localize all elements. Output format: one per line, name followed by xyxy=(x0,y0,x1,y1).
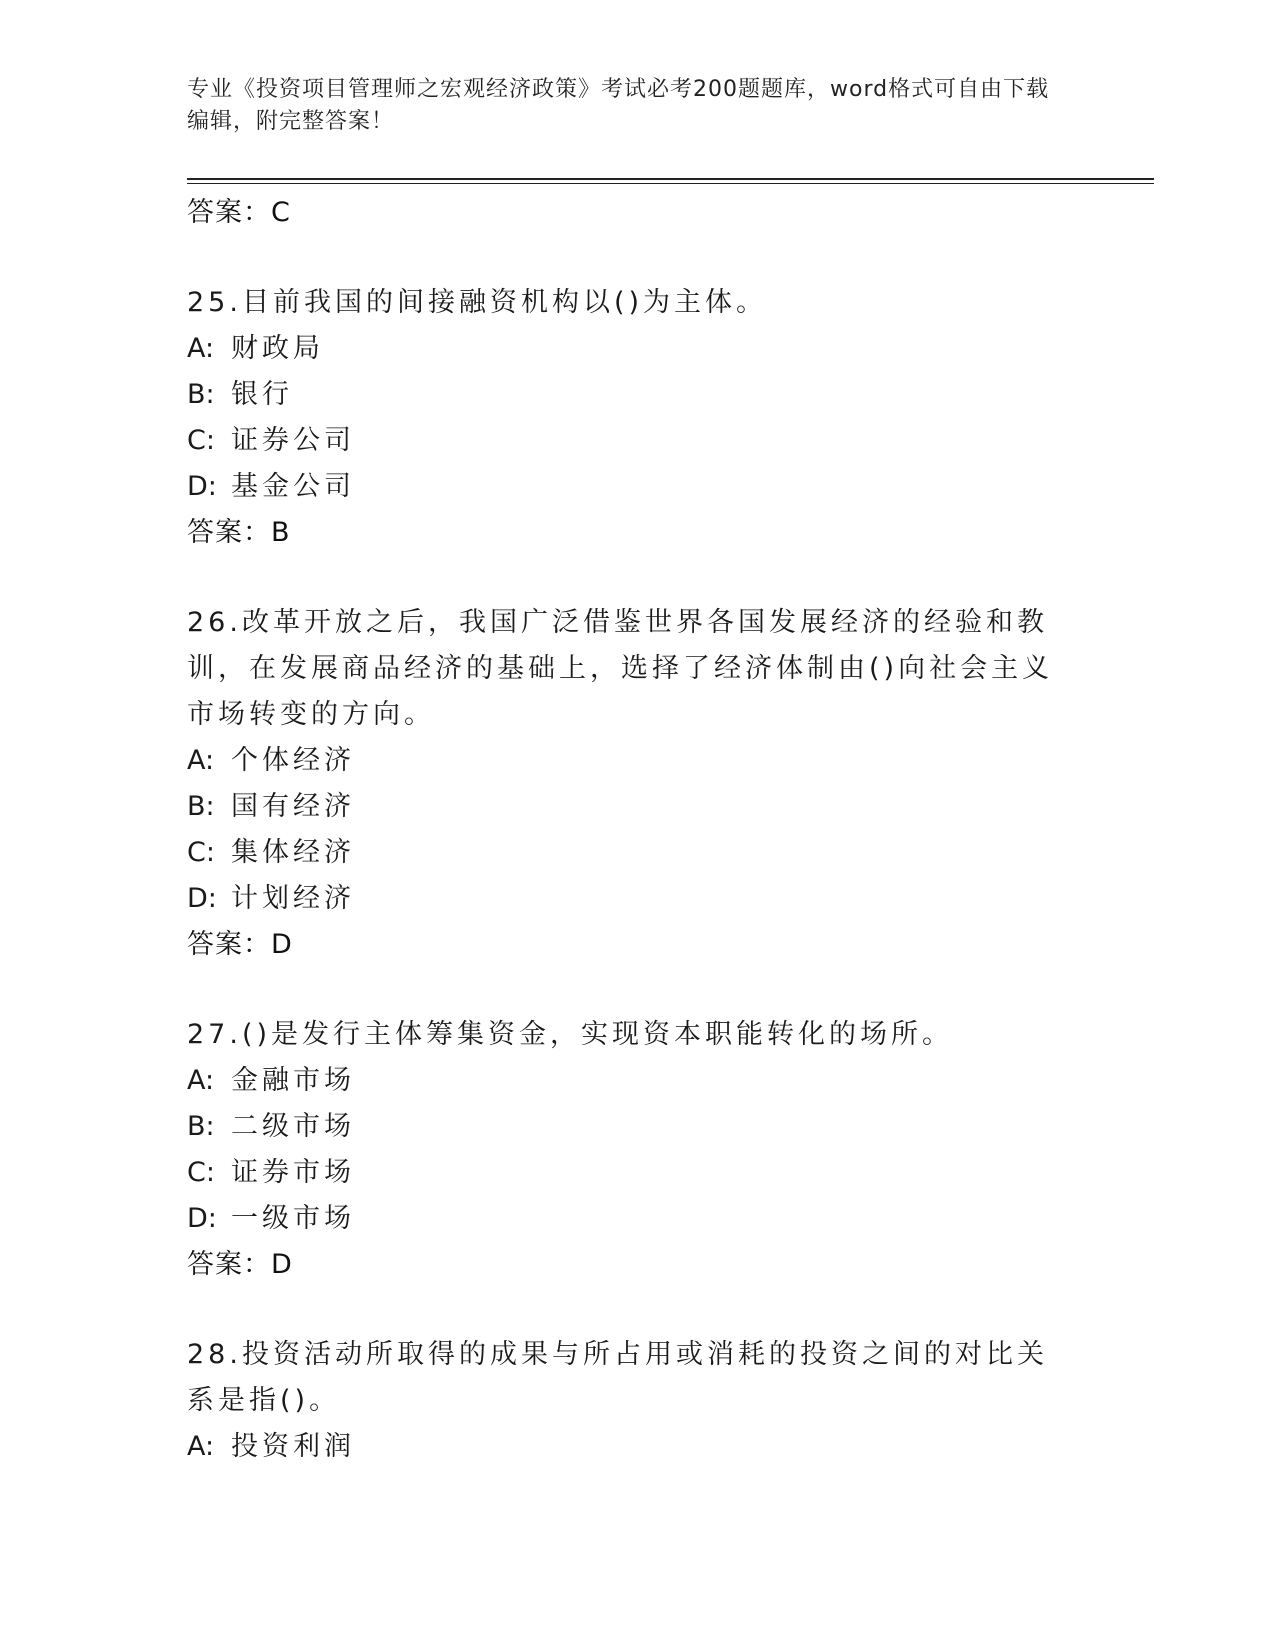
question-item xyxy=(187,1012,1087,1288)
option-a xyxy=(187,738,1087,784)
option-text: 集体经济 xyxy=(231,837,355,868)
option-text: 基金公司 xyxy=(231,471,355,502)
header-divider-thin xyxy=(187,183,1154,184)
option-b xyxy=(187,784,1087,830)
option-text: 个体经济 xyxy=(231,745,355,776)
question-stem: 26.改革开放之后，我国广泛借鉴世界各国发展经济的经验和教训，在发展商品经济的基础上，选择了经济体制由()向社会主义市场转变的方向。 xyxy=(187,607,1054,730)
option-key: B: xyxy=(187,791,215,822)
header-divider-thick xyxy=(187,178,1154,180)
answer-line: 答案：D xyxy=(187,1249,293,1280)
option-text: 证券市场 xyxy=(231,1157,355,1188)
option-key: D: xyxy=(187,883,217,914)
option-c xyxy=(187,830,1087,876)
question-list xyxy=(187,190,1087,1470)
question-item xyxy=(187,1332,1087,1470)
option-c xyxy=(187,1150,1087,1196)
option-b xyxy=(187,1104,1087,1150)
answer-line: 答案：B xyxy=(187,517,291,548)
option-text: 国有经济 xyxy=(231,791,355,822)
option-text: 证券公司 xyxy=(231,425,355,456)
option-text: 金融市场 xyxy=(231,1065,355,1096)
option-b xyxy=(187,372,1087,418)
option-text: 银行 xyxy=(231,379,293,410)
option-a xyxy=(187,1424,1087,1470)
option-text: 计划经济 xyxy=(231,883,355,914)
option-text: 二级市场 xyxy=(231,1111,355,1142)
option-d xyxy=(187,464,1087,510)
option-d xyxy=(187,876,1087,922)
option-key: A: xyxy=(187,745,215,776)
option-text: 投资利润 xyxy=(231,1431,355,1462)
option-key: A: xyxy=(187,333,215,364)
option-key: A: xyxy=(187,1065,215,1096)
document-header: 专业《投资项目管理师之宏观经济政策》考试必考200题题库，word格式可自由下载编辑，附完整答案！ xyxy=(187,77,1050,134)
answer-line: 答案：C xyxy=(187,197,291,228)
option-c xyxy=(187,418,1087,464)
option-key: A: xyxy=(187,1431,215,1462)
question-stem: 25.目前我国的间接融资机构以()为主体。 xyxy=(187,287,768,318)
option-text: 财政局 xyxy=(231,333,324,364)
option-key: B: xyxy=(187,1111,215,1142)
option-key: C: xyxy=(187,425,215,456)
option-a xyxy=(187,326,1087,372)
option-key: C: xyxy=(187,837,215,868)
answer-line: 答案：D xyxy=(187,929,293,960)
option-d xyxy=(187,1196,1087,1242)
option-key: B: xyxy=(187,379,215,410)
question-item xyxy=(187,280,1087,556)
question-item xyxy=(187,600,1087,968)
option-key: C: xyxy=(187,1157,215,1188)
question-stem: 28.投资活动所取得的成果与所占用或消耗的投资之间的对比关系是指()。 xyxy=(187,1339,1048,1416)
option-key: D: xyxy=(187,471,217,502)
option-a xyxy=(187,1058,1087,1104)
option-key: D: xyxy=(187,1203,217,1234)
question-stem: 27.()是发行主体筹集资金，实现资本职能转化的场所。 xyxy=(187,1019,954,1050)
option-text: 一级市场 xyxy=(231,1203,355,1234)
